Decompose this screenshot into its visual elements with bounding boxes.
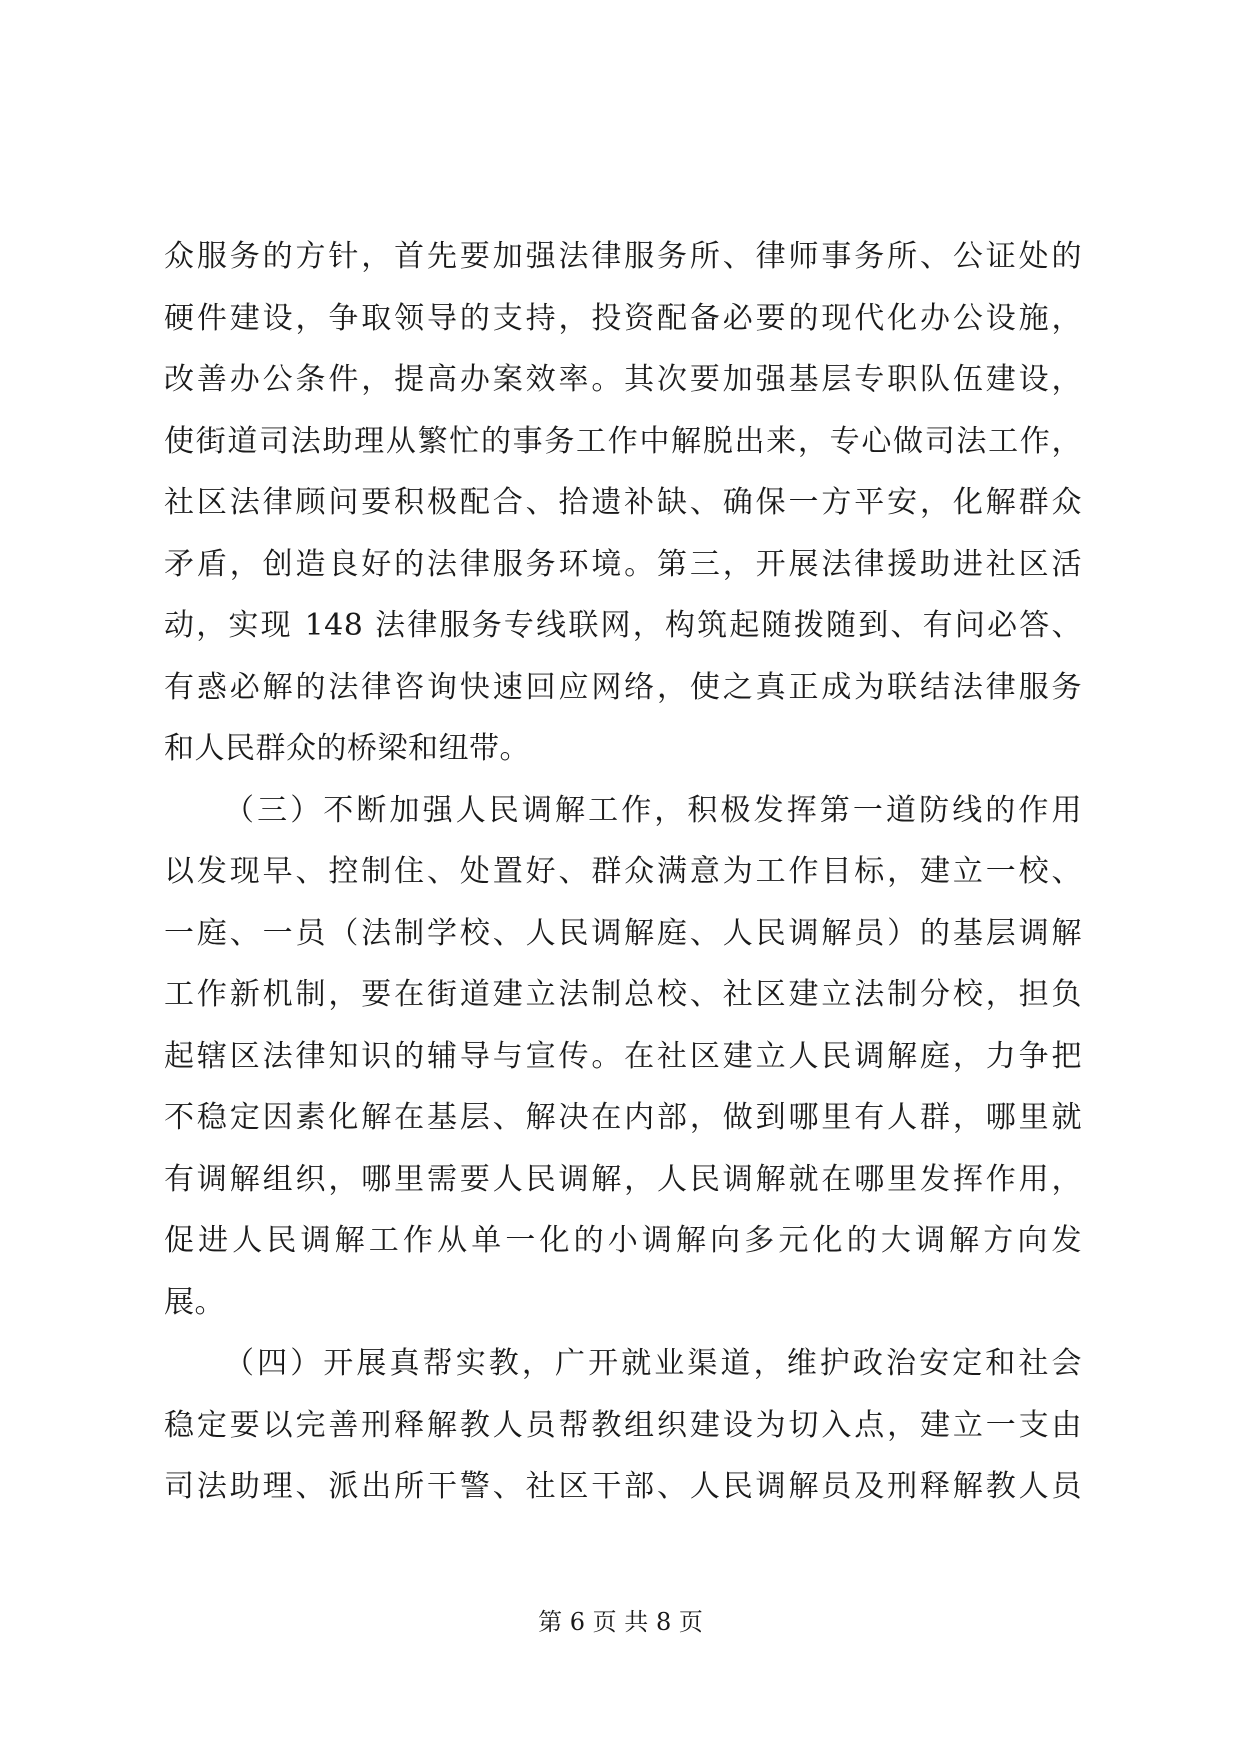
- text-line: 不稳定因素化解在基层、解决在内部，做到哪里有人群，哪里就: [164, 1100, 1082, 1135]
- text-line: 矛盾，创造良好的法律服务环境。第三，开展法律援助进社区活: [164, 546, 1082, 582]
- text-line: 一庭、一员（法制学校、人民调解庭、人民调解员）的基层调解: [164, 915, 1082, 951]
- text-line: 动，实现 148 法律服务专线联网，构筑起随拨随到、有问必答、: [164, 608, 1082, 643]
- text-line: 稳定要以完善刑释解教人员帮教组织建设为切入点，建立一支由: [164, 1407, 1082, 1443]
- text-line: 以发现早、控制住、处置好、群众满意为工作目标，建立一校、: [164, 854, 1082, 889]
- text-line: 使街道司法助理从繁忙的事务工作中解脱出来，专心做司法工作，: [164, 423, 1082, 459]
- text-line: 起辖区法律知识的辅导与宣传。在社区建立人民调解庭，力争把: [164, 1038, 1082, 1074]
- section-heading-line: （四）开展真帮实教，广开就业渠道，维护政治安定和社会: [224, 1346, 1082, 1381]
- text-line: 展。: [164, 1284, 225, 1320]
- text-line: 司法助理、派出所干警、社区干部、人民调解员及刑释解教人员: [164, 1469, 1082, 1504]
- text-line: 社区法律顾问要积极配合、拾遗补缺、确保一方平安，化解群众: [164, 485, 1082, 520]
- text-line: 有调解组织，哪里需要人民调解，人民调解就在哪里发挥作用，: [164, 1161, 1082, 1197]
- page-footer: [0, 1604, 1241, 1640]
- document-body: [164, 226, 1082, 1518]
- text-line: 改善办公条件，提高办案效率。其次要加强基层专职队伍建设，: [164, 362, 1082, 397]
- text-line: 众服务的方针，首先要加强法律服务所、律师事务所、公证处的: [164, 239, 1082, 274]
- text-line: 和人民群众的桥梁和纽带。: [164, 731, 530, 766]
- page-number: 第 6 页 共 8 页: [538, 1608, 703, 1636]
- text-line: 促进人民调解工作从单一化的小调解向多元化的大调解方向发: [164, 1223, 1082, 1258]
- text-line: 工作新机制，要在街道建立法制总校、社区建立法制分校，担负: [164, 977, 1082, 1012]
- section-heading-line: （三）不断加强人民调解工作，积极发挥第一道防线的作用: [224, 792, 1082, 828]
- text-line: 有惑必解的法律咨询快速回应网络，使之真正成为联结法律服务: [164, 669, 1082, 705]
- text-line: 硬件建设，争取领导的支持，投资配备必要的现代化办公设施，: [164, 300, 1082, 336]
